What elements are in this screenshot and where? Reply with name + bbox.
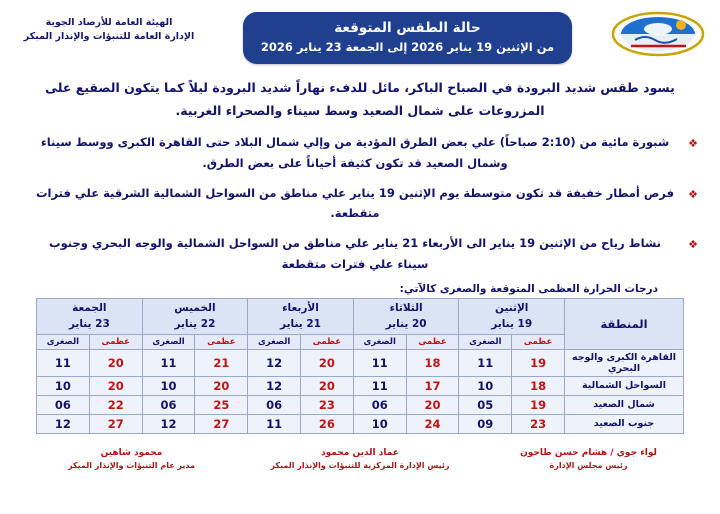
table-caption: درجات الحرارة العظمى المتوقعة والصغرى كالآتي: — [399, 283, 658, 296]
temp-min: 11 — [142, 349, 195, 376]
organization-line-1: الهيئة العامة للأرصاد الجوية — [45, 17, 173, 28]
signature-footer — [0, 434, 720, 473]
temp-min: 06 — [142, 395, 195, 414]
subheader-max: عظمى — [406, 334, 459, 349]
temp-min: 06 — [37, 395, 90, 414]
temp-max: 19 — [512, 395, 565, 414]
column-header-day-4 — [37, 299, 143, 334]
table-header-row-days — [37, 299, 684, 334]
region-label: شمال الصعيد — [565, 395, 684, 414]
column-header-day-0 — [459, 299, 565, 334]
column-header-day-2 — [248, 299, 354, 334]
subheader-min: الصغرى — [248, 334, 301, 349]
day-date: 20 يناير — [385, 317, 427, 330]
forecast-body — [0, 62, 720, 295]
temp-min: 05 — [459, 395, 512, 414]
document-header — [0, 0, 720, 62]
temp-max: 20 — [89, 349, 142, 376]
table-row — [37, 349, 684, 376]
temp-max: 20 — [406, 395, 459, 414]
temp-max: 18 — [512, 376, 565, 395]
forecast-bullet-list — [22, 132, 698, 274]
temp-max: 23 — [512, 414, 565, 433]
temp-min: 11 — [248, 414, 301, 433]
temp-min: 06 — [248, 395, 301, 414]
temp-min: 10 — [142, 376, 195, 395]
temperature-table — [36, 298, 684, 433]
subheader-max: عظمى — [512, 334, 565, 349]
bullet-marker-icon: ❖ — [688, 137, 698, 151]
temp-min: 10 — [459, 376, 512, 395]
bullet-marker-icon: ❖ — [688, 238, 698, 251]
subheader-min: الصغرى — [353, 334, 406, 349]
day-date: 23 يناير — [68, 317, 110, 330]
subheader-max: عظمى — [301, 334, 354, 349]
forecast-title-banner — [243, 12, 572, 64]
temp-max: 20 — [301, 376, 354, 395]
signature-role: مدير عام التنبؤات والإنذار المبكر — [67, 461, 195, 471]
temp-max: 25 — [195, 395, 248, 414]
temp-max: 18 — [406, 349, 459, 376]
column-header-day-1 — [353, 299, 459, 334]
temp-min: 11 — [37, 349, 90, 376]
bullet-text: شبورة مائية من (2:10 صباحاً) علي بعض الطرق المؤدية من وإلي شمال البلاد حتى القاهرة الكبرى ووسط سيناء وشمال الصعيد قد تكون كثيفة أحياناً على بعض الطرق. — [40, 135, 670, 170]
region-label: القاهرة الكبرى والوجه البحري — [565, 349, 684, 376]
signature-role: رئيس الإدارة المركزية للتنبؤات والإنذار المبكر — [270, 461, 450, 471]
temp-max: 20 — [89, 376, 142, 395]
temp-min: 12 — [248, 376, 301, 395]
temp-max: 24 — [406, 414, 459, 433]
day-name: الخميس — [174, 302, 216, 315]
signature-name: عماد الدين محمود — [321, 447, 399, 458]
bullet-text: فرص أمطار خفيفة قد تكون متوسطة يوم الإثنين 19 يناير علي مناطق من السواحل الشمالية الشرقية علي فترات متقطعة. — [36, 185, 674, 221]
bullet-text: نشاط رياح من الإثنين 19 يناير الى الأربعاء 21 يناير علي مناطق من السواحل الشمالية والوجه البحري وجنوب سيناء علي فترات متقطعة — [49, 236, 661, 271]
subheader-max: عظمى — [195, 334, 248, 349]
temp-min: 12 — [37, 414, 90, 433]
forecast-date-range: من الإثنين 19 يناير 2026 إلى الجمعة 23 يناير 2026 — [260, 40, 555, 55]
signature-role: رئيس مجلس الإدارة — [549, 461, 628, 471]
day-date: 21 يناير — [280, 317, 321, 330]
temp-max: 20 — [301, 349, 354, 376]
temp-min: 11 — [353, 376, 406, 395]
temp-min: 09 — [459, 414, 512, 433]
signature-right — [24, 446, 239, 473]
temp-min: 12 — [248, 349, 301, 376]
temp-max: 17 — [406, 376, 459, 395]
authority-logo — [611, 10, 706, 58]
region-label: السواحل الشمالية — [565, 376, 684, 395]
subheader-min: الصغرى — [142, 334, 195, 349]
column-header-day-3 — [142, 299, 248, 334]
table-row — [37, 414, 684, 433]
bullet-item-wind — [22, 233, 698, 274]
temperature-table-wrapper — [0, 298, 720, 433]
signature-name: محمود شاهين — [100, 447, 163, 458]
bullet-item-fog — [22, 132, 698, 173]
temp-min: 11 — [353, 349, 406, 376]
temp-max: 22 — [89, 395, 142, 414]
day-date: 19 يناير — [491, 317, 533, 330]
temp-max: 20 — [195, 376, 248, 395]
table-row — [37, 376, 684, 395]
day-name: الجمعة — [72, 302, 107, 315]
day-name: الإثنين — [495, 302, 529, 315]
signature-name: لواء جوي / هشام حسن طاحون — [520, 447, 657, 458]
subheader-min: الصغرى — [37, 334, 90, 349]
temp-max: 23 — [301, 395, 354, 414]
temp-min: 06 — [353, 395, 406, 414]
subheader-min: الصغرى — [459, 334, 512, 349]
temp-max: 21 — [195, 349, 248, 376]
page-title: حالة الطقس المتوقعة — [334, 20, 481, 36]
temp-max: 27 — [195, 414, 248, 433]
temp-min: 11 — [459, 349, 512, 376]
signature-left — [481, 446, 696, 473]
column-header-region: المنطقة — [565, 299, 684, 349]
region-label: جنوب الصعيد — [565, 414, 684, 433]
temp-max: 27 — [89, 414, 142, 433]
temp-min: 10 — [37, 376, 90, 395]
temp-min: 12 — [142, 414, 195, 433]
bullet-item-rain — [22, 183, 698, 224]
temp-min: 10 — [353, 414, 406, 433]
organization-line-2: الإدارة العامة للتنبؤات والإنذار المبكر — [23, 31, 195, 43]
bullet-marker-icon: ❖ — [688, 187, 698, 201]
temp-max: 19 — [512, 349, 565, 376]
day-date: 22 يناير — [174, 317, 216, 330]
organization-block — [14, 8, 204, 45]
table-row — [37, 395, 684, 414]
day-name: الأربعاء — [282, 302, 319, 315]
subheader-max: عظمى — [89, 334, 142, 349]
day-name: الثلاثاء — [389, 302, 423, 315]
temp-max: 26 — [301, 414, 354, 433]
lead-paragraph: يسود طقس شديد البرودة في الصباح الباكر، مائل للدفء نهاراً شديد البرودة ليلاً كما يتكون الصقيع على المزروعات على شمال الصعيد وسط سيناء والصحراء الغربية. — [45, 80, 675, 119]
signature-center — [253, 446, 468, 473]
